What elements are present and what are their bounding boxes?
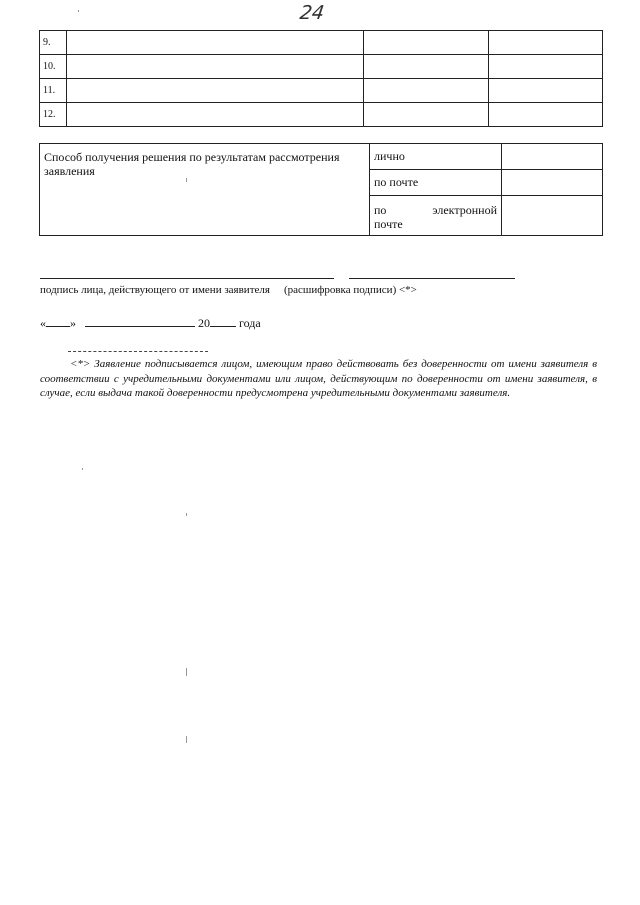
date-line — [40, 315, 261, 331]
row-number: 12. — [40, 103, 67, 127]
footnote-divider — [68, 351, 208, 352]
row-number: 9. — [40, 31, 67, 55]
table-cell — [489, 103, 603, 127]
table-cell — [364, 103, 489, 127]
page-number: 24 — [298, 2, 326, 24]
date-open-quote: « — [40, 316, 46, 330]
scan-speck — [186, 178, 187, 182]
option-by-mail-mark-cell[interactable] — [502, 170, 603, 196]
option-email-mark-cell[interactable] — [502, 196, 603, 236]
date-year-prefix: 20 — [198, 316, 210, 330]
signature-decoding-line[interactable] — [349, 278, 515, 279]
footnote-text: <*> Заявление подписывается лицом, имеющим право действовать без доверенности от имени заявителя в соответствии с учредительными документами или лицом, действующим по доверенности от имени заявителя, в случае, если выдача такой доверенности предусмотрена учредительными документами заявителя. — [40, 358, 597, 399]
table-cell — [364, 31, 489, 55]
scan-speck — [186, 513, 187, 516]
table-row — [40, 144, 603, 170]
table-row — [40, 79, 603, 103]
option-in-person-mark-cell[interactable] — [502, 144, 603, 170]
option-email-label — [370, 196, 502, 236]
scan-speck — [186, 668, 187, 676]
row-number: 10. — [40, 55, 67, 79]
table-row — [40, 103, 603, 127]
receipt-method-label: Способ получения решения по результатам рассмотрения заявления — [40, 144, 370, 236]
receipt-method-table — [39, 143, 603, 236]
option-email-word: по — [374, 202, 387, 217]
table-cell — [364, 79, 489, 103]
option-email-word: электронной — [432, 202, 497, 217]
scan-speck — [82, 468, 83, 470]
signature-line[interactable] — [40, 278, 334, 279]
date-year-blank[interactable] — [210, 315, 236, 327]
option-by-mail-label: по почте — [370, 170, 502, 196]
table-cell — [67, 31, 364, 55]
row-number: 11. — [40, 79, 67, 103]
table-row — [40, 55, 603, 79]
table-cell — [489, 79, 603, 103]
table-cell — [489, 31, 603, 55]
table-cell — [489, 55, 603, 79]
date-month-blank[interactable] — [85, 315, 195, 327]
date-day-blank[interactable] — [46, 315, 70, 327]
option-in-person-label: лично — [370, 144, 502, 170]
table-row — [40, 31, 603, 55]
table-cell — [364, 55, 489, 79]
signature-caption-left: подпись лица, действующего от имени заявителя — [40, 284, 270, 296]
table-cell — [67, 55, 364, 79]
date-close-quote: » — [70, 316, 76, 330]
table-cell — [67, 79, 364, 103]
scan-speck — [186, 736, 187, 743]
option-email-word: почте — [374, 216, 403, 231]
items-table — [39, 30, 603, 127]
scan-speck — [78, 10, 79, 12]
date-year-suffix: года — [239, 316, 261, 330]
signature-caption-right: (расшифровка подписи) <*> — [283, 284, 417, 296]
signature-caption — [40, 284, 417, 296]
table-cell — [67, 103, 364, 127]
